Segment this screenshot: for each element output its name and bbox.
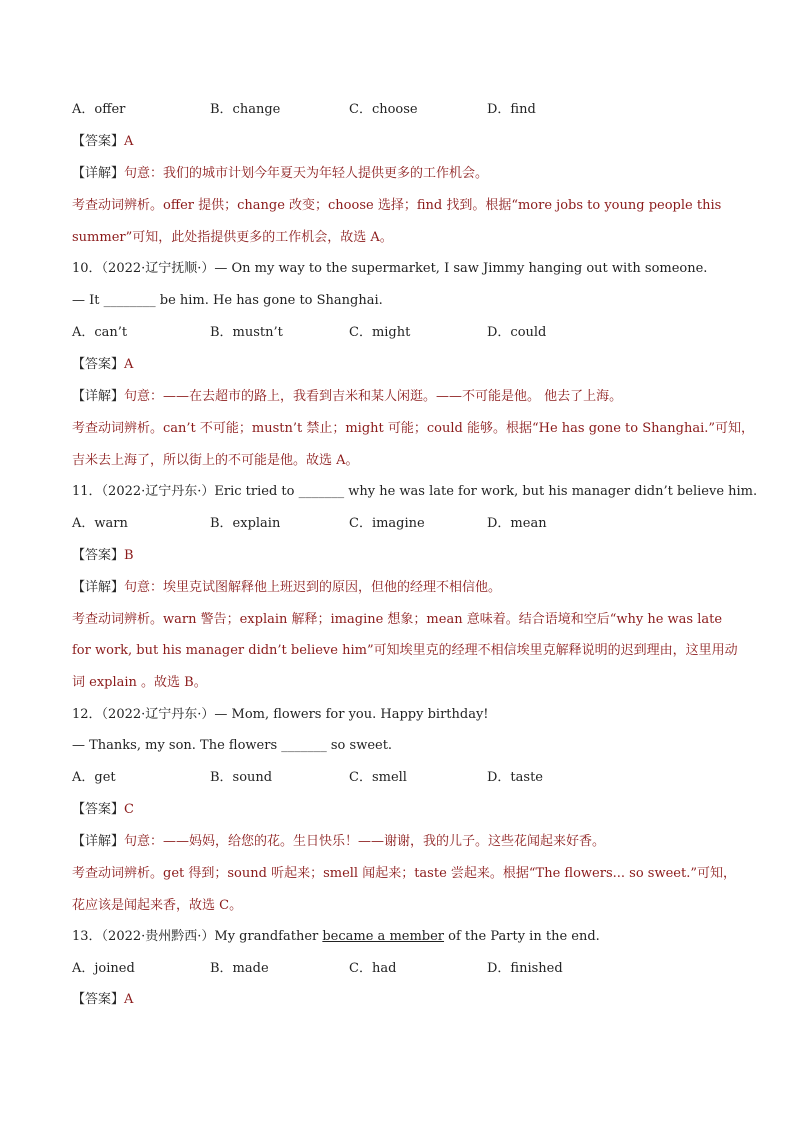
detail-text: 句意：我们的城市计划今年夏天为年轻人提供更多的工作机会。 — [124, 166, 489, 181]
q12-detail-3: 花应该是闻起来香，故选 C。 — [72, 898, 243, 913]
answer-value: A — [124, 134, 134, 149]
q9-option-b: B．change — [210, 102, 281, 117]
detail-tag: 【详解】 — [72, 166, 125, 181]
q13-stem-pre: 13．（2022·贵州黔西·）My grandfather — [72, 929, 323, 944]
q11-answer — [72, 547, 134, 565]
q11-option-b: B．explain — [210, 516, 281, 531]
q10-detail-2: 考查动词辨析。can’t 不可能；mustn’t 禁止；might 可能；could 能够。根据“He has gone to Shanghai.”可知， — [72, 421, 755, 436]
q11-detail-2: 考查动词辨析。warn 警告；explain 解释；imagine 想象；mean 意味着。结合语境和空后“why he was late — [72, 612, 723, 627]
q10-option-b: B．mustn’t — [210, 325, 283, 340]
q12-option-a: A．get — [72, 770, 116, 785]
q13-stem-post: of the Party in the end. — [444, 929, 600, 944]
q9-option-a: A．offer — [72, 102, 126, 117]
q13-option-a: A．joined — [72, 961, 135, 976]
q9-detail-1 — [72, 165, 488, 183]
q12-option-d: D．taste — [487, 770, 543, 785]
answer-tag: 【答案】 — [72, 992, 125, 1007]
detail-tag: 【详解】 — [72, 834, 125, 849]
answer-value: A — [124, 357, 134, 372]
answer-value: B — [124, 548, 134, 563]
q13-option-b: B．made — [210, 961, 269, 976]
answer-tag: 【答案】 — [72, 802, 125, 817]
q9-option-c: C．choose — [349, 102, 418, 117]
q12-stem-1: 12．（2022·辽宁丹东·）— Mom, flowers for you. Happy birthday! — [72, 707, 489, 722]
q11-detail-1 — [72, 579, 501, 597]
q10-detail-3: 吉米去上海了，所以街上的不可能是他。故选 A。 — [72, 453, 359, 468]
q13-underlined-phrase: became a member — [322, 929, 445, 944]
answer-tag: 【答案】 — [72, 357, 125, 372]
q9-detail-3: summer”可知，此处指提供更多的工作机会，故选 A。 — [72, 230, 393, 245]
detail-text: 句意：——在去超市的路上，我看到吉米和某人闲逛。——不可能是他。 他去了上海。 — [124, 389, 623, 404]
q12-stem-2: — Thanks, my son. The flowers _______ so sweet. — [72, 738, 393, 753]
answer-value: C — [124, 802, 134, 817]
q13-answer — [72, 991, 133, 1009]
q12-option-b: B．sound — [210, 770, 273, 785]
q12-detail-2: 考查动词辨析。get 得到；sound 听起来；smell 闻起来；taste 尝起来。根据“The flowers... so sweet.”可知， — [72, 866, 736, 881]
detail-tag: 【详解】 — [72, 389, 125, 404]
q10-stem-1: 10．（2022·辽宁抚顺·）— On my way to the supermarket, I saw Jimmy hanging out with someone. — [72, 261, 708, 276]
detail-tag: 【详解】 — [72, 580, 125, 595]
q10-answer — [72, 356, 133, 374]
q9-detail-2: 考查动词辨析。offer 提供；change 改变；choose 选择；find 找到。根据“more jobs to young people this — [72, 198, 722, 213]
q13-stem — [72, 928, 600, 946]
q10-option-a: A．can’t — [72, 325, 128, 340]
q13-option-c: C．had — [349, 961, 397, 976]
detail-text: 句意：埃里克试图解释他上班迟到的原因，但他的经理不相信他。 — [124, 580, 502, 595]
q11-stem-1: 11．（2022·辽宁丹东·）Eric tried to _______ why he was late for work, but his manager didn’t believe him. — [72, 484, 758, 499]
answer-tag: 【答案】 — [72, 548, 125, 563]
q11-detail-4: 词 explain 。故选 B。 — [72, 675, 207, 690]
q9-option-d: D．find — [487, 102, 536, 117]
q10-detail-1 — [72, 388, 622, 406]
q12-option-c: C．smell — [349, 770, 407, 785]
answer-tag: 【答案】 — [72, 134, 125, 149]
detail-text: 句意：——妈妈，给您的花。生日快乐！——谢谢，我的儿子。这些花闻起来好香。 — [124, 834, 606, 849]
q10-stem-2: — It ________ be him. He has gone to Shanghai. — [72, 293, 383, 308]
q12-answer — [72, 801, 134, 819]
q11-option-c: C．imagine — [349, 516, 425, 531]
q10-option-d: D．could — [487, 325, 547, 340]
q11-option-d: D．mean — [487, 516, 547, 531]
q10-option-c: C．might — [349, 325, 411, 340]
answer-value: A — [124, 992, 134, 1007]
q9-answer — [72, 133, 133, 151]
q11-option-a: A．warn — [72, 516, 128, 531]
q11-detail-3: for work, but his manager didn’t believe him”可知埃里克的经理不相信埃里克解释说明的迟到理由，这里用动 — [72, 643, 738, 658]
q13-option-d: D．finished — [487, 961, 563, 976]
q12-detail-1 — [72, 833, 605, 851]
